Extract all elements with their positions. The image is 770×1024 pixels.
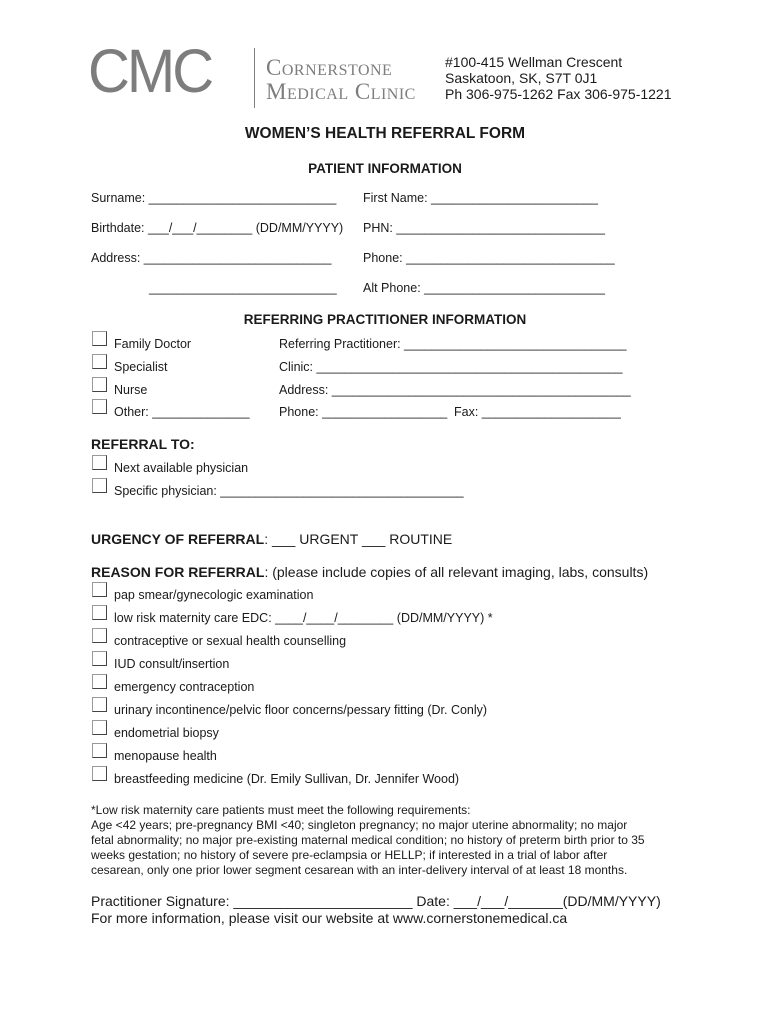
address-field[interactable]: Address: ___________________________ <box>91 251 332 265</box>
practitioner-address-field[interactable]: Address: ___________________________________________ <box>279 383 631 397</box>
nurse-label: Nurse <box>114 383 148 397</box>
maternity-note-line3: fetal abnormality; no major pre-existing maternal medical condition; no history of preterm birth prior to 35 <box>91 833 645 847</box>
reason-item-label: pap smear/gynecologic examination <box>114 588 314 602</box>
clinic-address-line2: Saskatoon, SK, S7T 0J1 <box>445 70 598 86</box>
reason-item-label: menopause health <box>114 749 217 763</box>
birthdate-field[interactable]: Birthdate: ___/___/________ (DD/MM/YYYY) <box>91 221 344 235</box>
specific-physician-checkbox[interactable] <box>92 478 107 493</box>
urgency-label: URGENCY OF REFERRAL <box>91 531 265 547</box>
referring-practitioner-field[interactable]: Referring Practitioner: ________________________________ <box>279 337 627 351</box>
other-checkbox[interactable] <box>92 399 107 414</box>
clinic-logo-abbreviation: CMC <box>88 37 212 106</box>
reason-label: REASON FOR REFERRAL <box>91 564 265 580</box>
clinic-address-line1: #100-415 Wellman Crescent <box>445 54 623 70</box>
specialist-label: Specialist <box>114 360 168 374</box>
contraceptive-counselling-checkbox[interactable] <box>92 628 107 643</box>
referral-to-heading: REFERRAL TO: <box>91 436 195 452</box>
address-line2-field[interactable]: ___________________________ <box>149 281 337 295</box>
family-doctor-checkbox[interactable] <box>92 331 107 346</box>
urgency-row <box>91 531 452 547</box>
reason-instructions: : (please include copies of all relevant imaging, labs, consults) <box>264 564 649 580</box>
reason-item-label: urinary incontinence/pelvic floor concerns/pessary fitting (Dr. Conly) <box>114 703 488 717</box>
specific-physician-field[interactable]: Specific physician: ___________________________________ <box>114 484 464 498</box>
practitioner-info-heading: REFERRING PRACTITIONER INFORMATION <box>243 312 527 327</box>
clinic-logo-name-line2: Medical Clinic <box>266 79 416 104</box>
next-available-label: Next available physician <box>114 461 249 475</box>
emergency-contraception-checkbox[interactable] <box>92 674 107 689</box>
next-available-checkbox[interactable] <box>92 455 107 470</box>
practitioner-phone-field[interactable]: Phone: __________________ <box>279 405 448 419</box>
clinic-logo-name-line1: Cornerstone <box>266 55 393 80</box>
maternity-note-line1: *Low risk maternity care patients must meet the following requirements: <box>91 803 471 817</box>
reason-item-label: IUD consult/insertion <box>114 657 230 671</box>
urgency-options[interactable]: : ___ URGENT ___ ROUTINE <box>264 531 453 547</box>
urinary-incontinence-checkbox[interactable] <box>92 697 107 712</box>
iud-checkbox[interactable] <box>92 651 107 666</box>
reason-item-label[interactable]: low risk maternity care EDC: ____/____/________ (DD/MM/YYYY) * <box>114 611 493 625</box>
maternity-note-line5: cesarean, only one prior lower segment cesarean with an inter-delivery interval of at least 18 months. <box>91 863 628 877</box>
clinic-field[interactable]: Clinic: ____________________________________________ <box>279 360 623 374</box>
menopause-health-checkbox[interactable] <box>92 743 107 758</box>
practitioner-fax-field[interactable]: Fax: ____________________ <box>454 405 621 419</box>
phone-field[interactable]: Phone: ______________________________ <box>363 251 615 265</box>
first-name-field[interactable]: First Name: ________________________ <box>363 191 598 205</box>
surname-field[interactable]: Surname: ___________________________ <box>91 191 337 205</box>
phn-field[interactable]: PHN: ______________________________ <box>363 221 605 235</box>
maternity-note-line4: weeks gestation; no history of severe pre-eclampsia or HELLP; if interested in a trial of labor after <box>91 848 608 862</box>
breastfeeding-medicine-checkbox[interactable] <box>92 766 107 781</box>
alt-phone-field[interactable]: Alt Phone: __________________________ <box>363 281 605 295</box>
pap-smear-checkbox[interactable] <box>92 582 107 597</box>
maternity-note-line2: Age <42 years; pre-pregnancy BMI <40; singleton pregnancy; no major uterine abnormality; no major <box>91 818 628 832</box>
specialist-checkbox[interactable] <box>92 354 107 369</box>
clinic-phone-fax: Ph 306-975-1262 Fax 306-975-1221 <box>445 86 672 102</box>
maternity-care-checkbox[interactable] <box>92 605 107 620</box>
family-doctor-label: Family Doctor <box>114 337 192 351</box>
nurse-checkbox[interactable] <box>92 377 107 392</box>
other-field[interactable]: Other: ______________ <box>114 405 250 419</box>
signature-date-field[interactable]: Practitioner Signature: _______________________ Date: ___/___/_______(DD/MM/YYYY) <box>91 893 661 909</box>
patient-info-heading: PATIENT INFORMATION <box>308 161 462 176</box>
reason-item-label: breastfeeding medicine (Dr. Emily Sullivan, Dr. Jennifer Wood) <box>114 772 460 786</box>
website-info: For more information, please visit our website at www.cornerstonemedical.ca <box>91 910 568 926</box>
form-title: WOMEN’S HEALTH REFERRAL FORM <box>244 125 526 142</box>
reason-item-label: emergency contraception <box>114 680 255 694</box>
logo-divider <box>254 48 255 108</box>
reason-item-label: endometrial biopsy <box>114 726 219 740</box>
reason-item-label: contraceptive or sexual health counselling <box>114 634 347 648</box>
endometrial-biopsy-checkbox[interactable] <box>92 720 107 735</box>
reason-row <box>91 564 648 580</box>
